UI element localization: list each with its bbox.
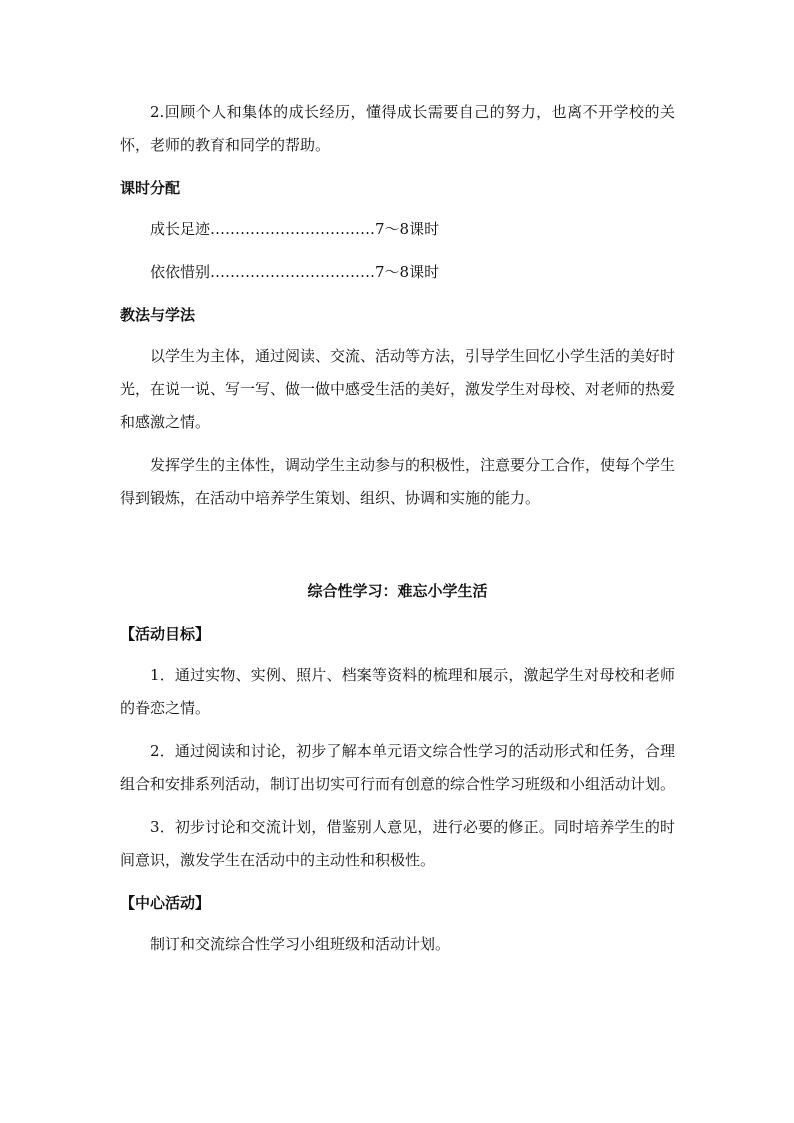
section-title: 综合性学习：难忘小学生活 [307, 582, 488, 600]
document-page [120, 96, 675, 971]
activity-goals-heading: 【活动目标】 [120, 625, 211, 643]
methods-paragraph-2: 发挥学生的主体性，调动学生主动参与的积极性，注意要分工合作，使每个学生得到锻炼，在活动中培养学生策划、组织、协调和实施的能力。 [120, 456, 676, 507]
schedule-line-growth: 成长足迹……………………………7～8课时 [150, 220, 440, 238]
methods-paragraph-1: 以学生为主体，通过阅读、交流、活动等方法，引导学生回忆小学生活的美好时光，在说一说、写一写、做一做中感受生活的美好，激发学生对母校、对老师的热爱和感激之情。 [120, 347, 676, 431]
center-activity-heading: 【中心活动】 [120, 894, 211, 912]
activity-goal-2: 2．通过阅读和讨论，初步了解本单元语文综合性学习的活动形式和任务，合理组合和安排系列活动，制订出切实可行而有创意的综合性学习班级和小组活动计划。 [120, 742, 676, 793]
activity-goal-1: 1．通过实物、实例、照片、档案等资料的梳理和展示，激起学生对母校和老师的眷恋之情。 [120, 666, 675, 717]
schedule-heading: 课时分配 [120, 179, 181, 197]
center-activity-text: 制订和交流综合性学习小组班级和活动计划。 [150, 935, 451, 953]
activity-goal-3: 3．初步讨论和交流计划，借鉴别人意见，进行必要的修正。同时培养学生的时间意识，激发学生在活动中的主动性和积极性。 [120, 818, 675, 869]
schedule-line-farewell: 依依惜别……………………………7～8课时 [150, 263, 440, 281]
intro-goal-2: 2.回顾个人和集体的成长经历，懂得成长需要自己的努力，也离不开学校的关怀，老师的教育和同学的帮助。 [120, 103, 675, 154]
methods-heading: 教法与学法 [120, 306, 196, 324]
